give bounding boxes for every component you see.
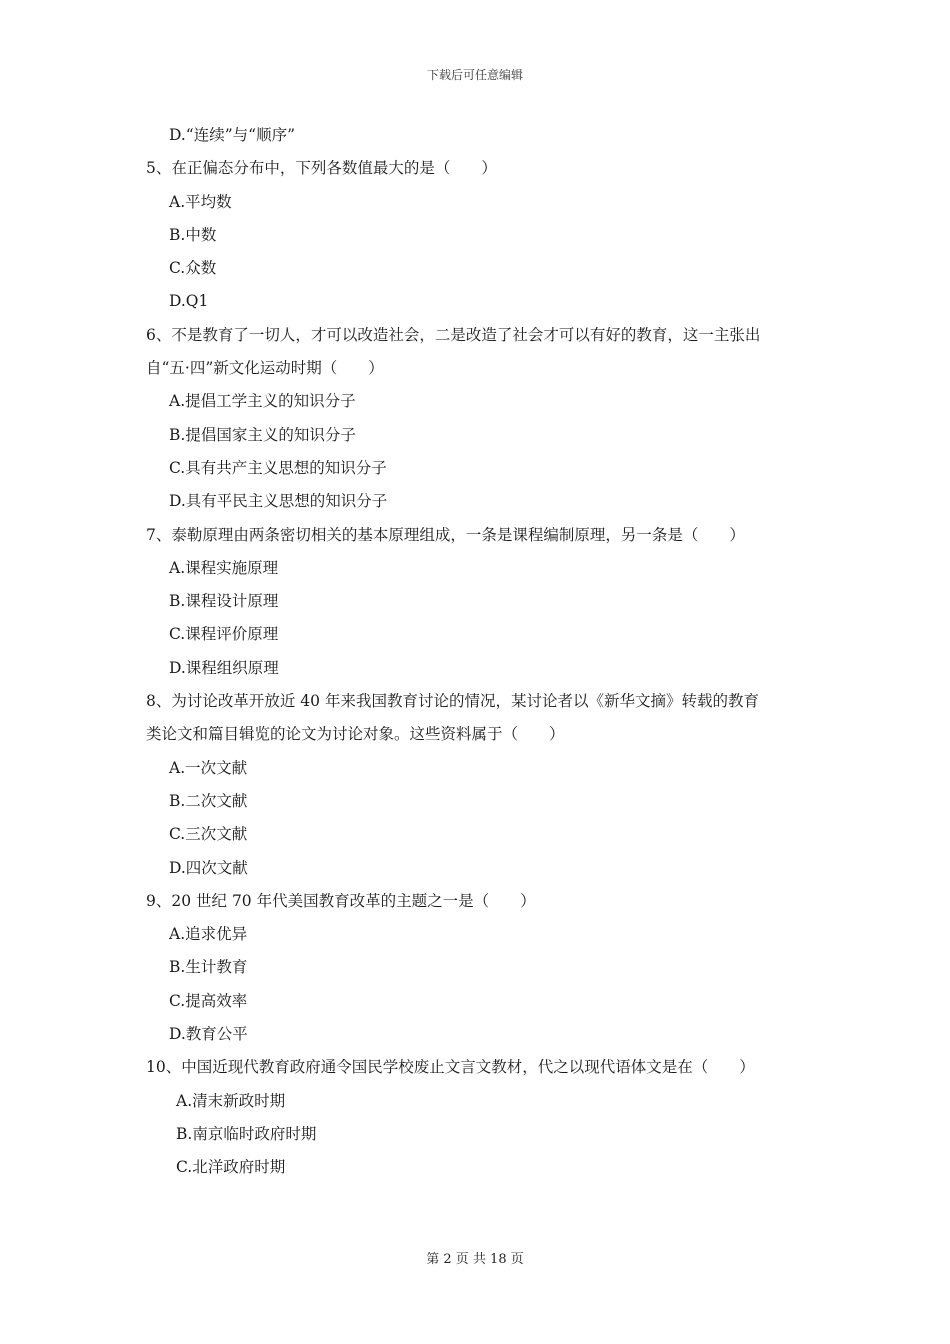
answer-option: A.清末新政时期 bbox=[176, 1091, 286, 1110]
answer-option: C.具有共产主义思想的知识分子 bbox=[169, 458, 387, 477]
answer-option: D.Q1 bbox=[169, 292, 209, 311]
answer-option: B.生计教育 bbox=[169, 958, 248, 977]
answer-option: B.中数 bbox=[169, 225, 217, 244]
answer-option: B.南京临时政府时期 bbox=[176, 1124, 317, 1143]
question-text: 6、不是教育了一切人，才可以改造社会，二是改造了社会才可以有好的教育，这一主张出 bbox=[146, 325, 761, 344]
question-text: 7、泰勒原理由两条密切相关的基本原理组成，一条是课程编制原理，另一条是（ ） bbox=[146, 525, 745, 544]
question-list bbox=[146, 119, 816, 1185]
answer-option: A.一次文献 bbox=[169, 758, 248, 777]
answer-option: B.二次文献 bbox=[169, 791, 248, 810]
page-footer: 第 2 页 共 18 页 bbox=[426, 1252, 524, 1267]
question-text: 自“五·四”新文化运动时期（ ） bbox=[146, 359, 384, 378]
answer-option: C.提高效率 bbox=[169, 991, 248, 1010]
answer-option: D.教育公平 bbox=[169, 1025, 248, 1044]
page-header: 下载后可任意编辑 bbox=[426, 68, 523, 82]
question-text: 5、在正偏态分布中，下列各数值最大的是（ ） bbox=[146, 159, 497, 178]
answer-option: C.课程评价原理 bbox=[169, 625, 279, 644]
answer-option: D.具有平民主义思想的知识分子 bbox=[169, 492, 388, 511]
answer-option: C.众数 bbox=[169, 259, 217, 278]
answer-option: A.提倡工学主义的知识分子 bbox=[169, 392, 356, 411]
answer-option: D.四次文献 bbox=[169, 858, 248, 877]
question-text: 9、20 世纪 70 年代美国教育改革的主题之一是（ ） bbox=[146, 891, 536, 910]
answer-option: B.课程设计原理 bbox=[169, 592, 279, 611]
answer-option: D.课程组织原理 bbox=[169, 658, 279, 677]
answer-option: C.三次文献 bbox=[169, 825, 248, 844]
answer-option: B.提倡国家主义的知识分子 bbox=[169, 425, 356, 444]
question-text: 类论文和篇目辑览的论文为讨论对象。这些资料属于（ ） bbox=[146, 725, 565, 744]
answer-option: C.北洋政府时期 bbox=[176, 1158, 286, 1177]
answer-option: D.“连续”与“顺序” bbox=[169, 126, 295, 144]
answer-option: A.平均数 bbox=[169, 192, 232, 211]
question-text: 8、为讨论改革开放近 40 年来我国教育讨论的情况，某讨论者以《新华文摘》转载的教育 bbox=[146, 692, 759, 711]
answer-option: A.追求优异 bbox=[169, 925, 248, 944]
answer-option: A.课程实施原理 bbox=[169, 558, 279, 577]
question-text: 10、中国近现代教育政府通令国民学校废止文言文教材，代之以现代语体文是在（ ） bbox=[146, 1058, 755, 1077]
